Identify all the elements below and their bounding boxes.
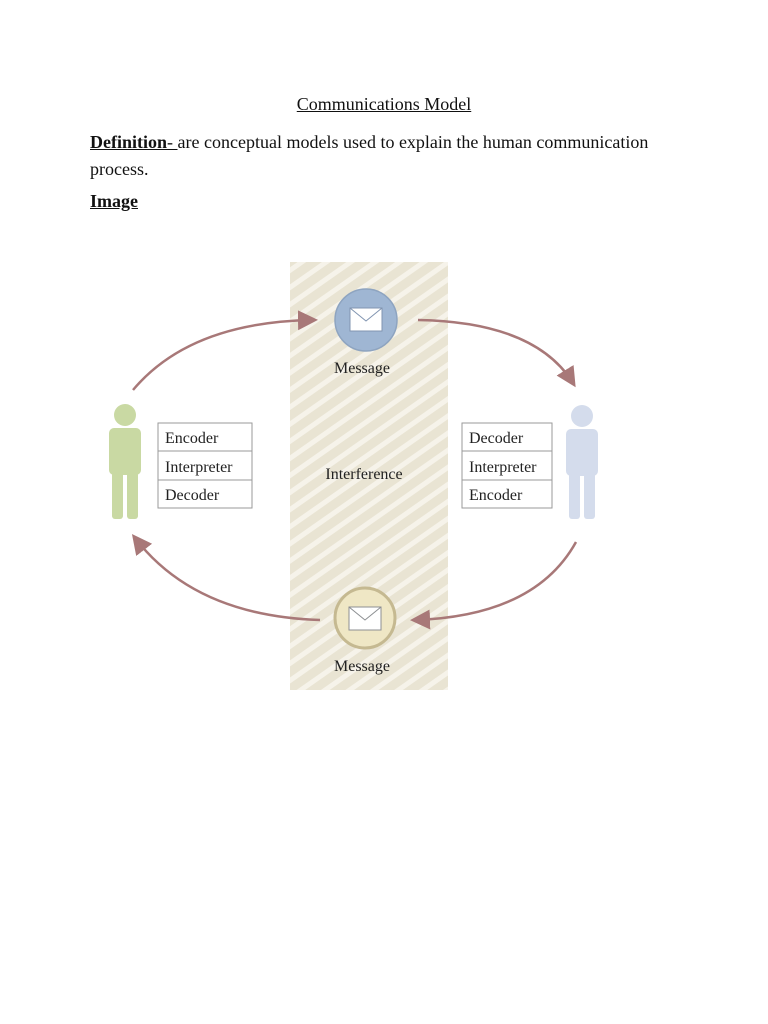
image-heading: Image xyxy=(90,191,138,211)
receiver-role-encoder: Encoder xyxy=(469,487,523,504)
definition-paragraph xyxy=(90,129,650,183)
receiver-role-decoder: Decoder xyxy=(469,430,524,447)
interference-label: Interference xyxy=(325,466,403,483)
message-top-icon xyxy=(335,289,397,351)
arrow-sender-to-message xyxy=(133,320,313,390)
communication-model-diagram xyxy=(95,250,625,695)
sender-person-icon xyxy=(109,404,141,519)
sender-role-decoder: Decoder xyxy=(165,487,220,504)
diagram-canvas xyxy=(95,250,625,695)
definition-text: are conceptual models used to explain the human communication process. xyxy=(90,132,649,179)
message-bottom-icon xyxy=(335,588,395,648)
receiver-role-interpreter: Interpreter xyxy=(469,459,537,476)
message-top-label: Message xyxy=(334,360,390,377)
page-title: Communications Model xyxy=(296,94,472,114)
receiver-person-icon xyxy=(566,405,598,519)
definition-term: Definition xyxy=(90,132,168,152)
message-bottom-label: Message xyxy=(334,658,390,675)
definition-dash: - xyxy=(167,132,178,152)
sender-role-interpreter: Interpreter xyxy=(165,459,233,476)
sender-role-encoder: Encoder xyxy=(165,430,219,447)
